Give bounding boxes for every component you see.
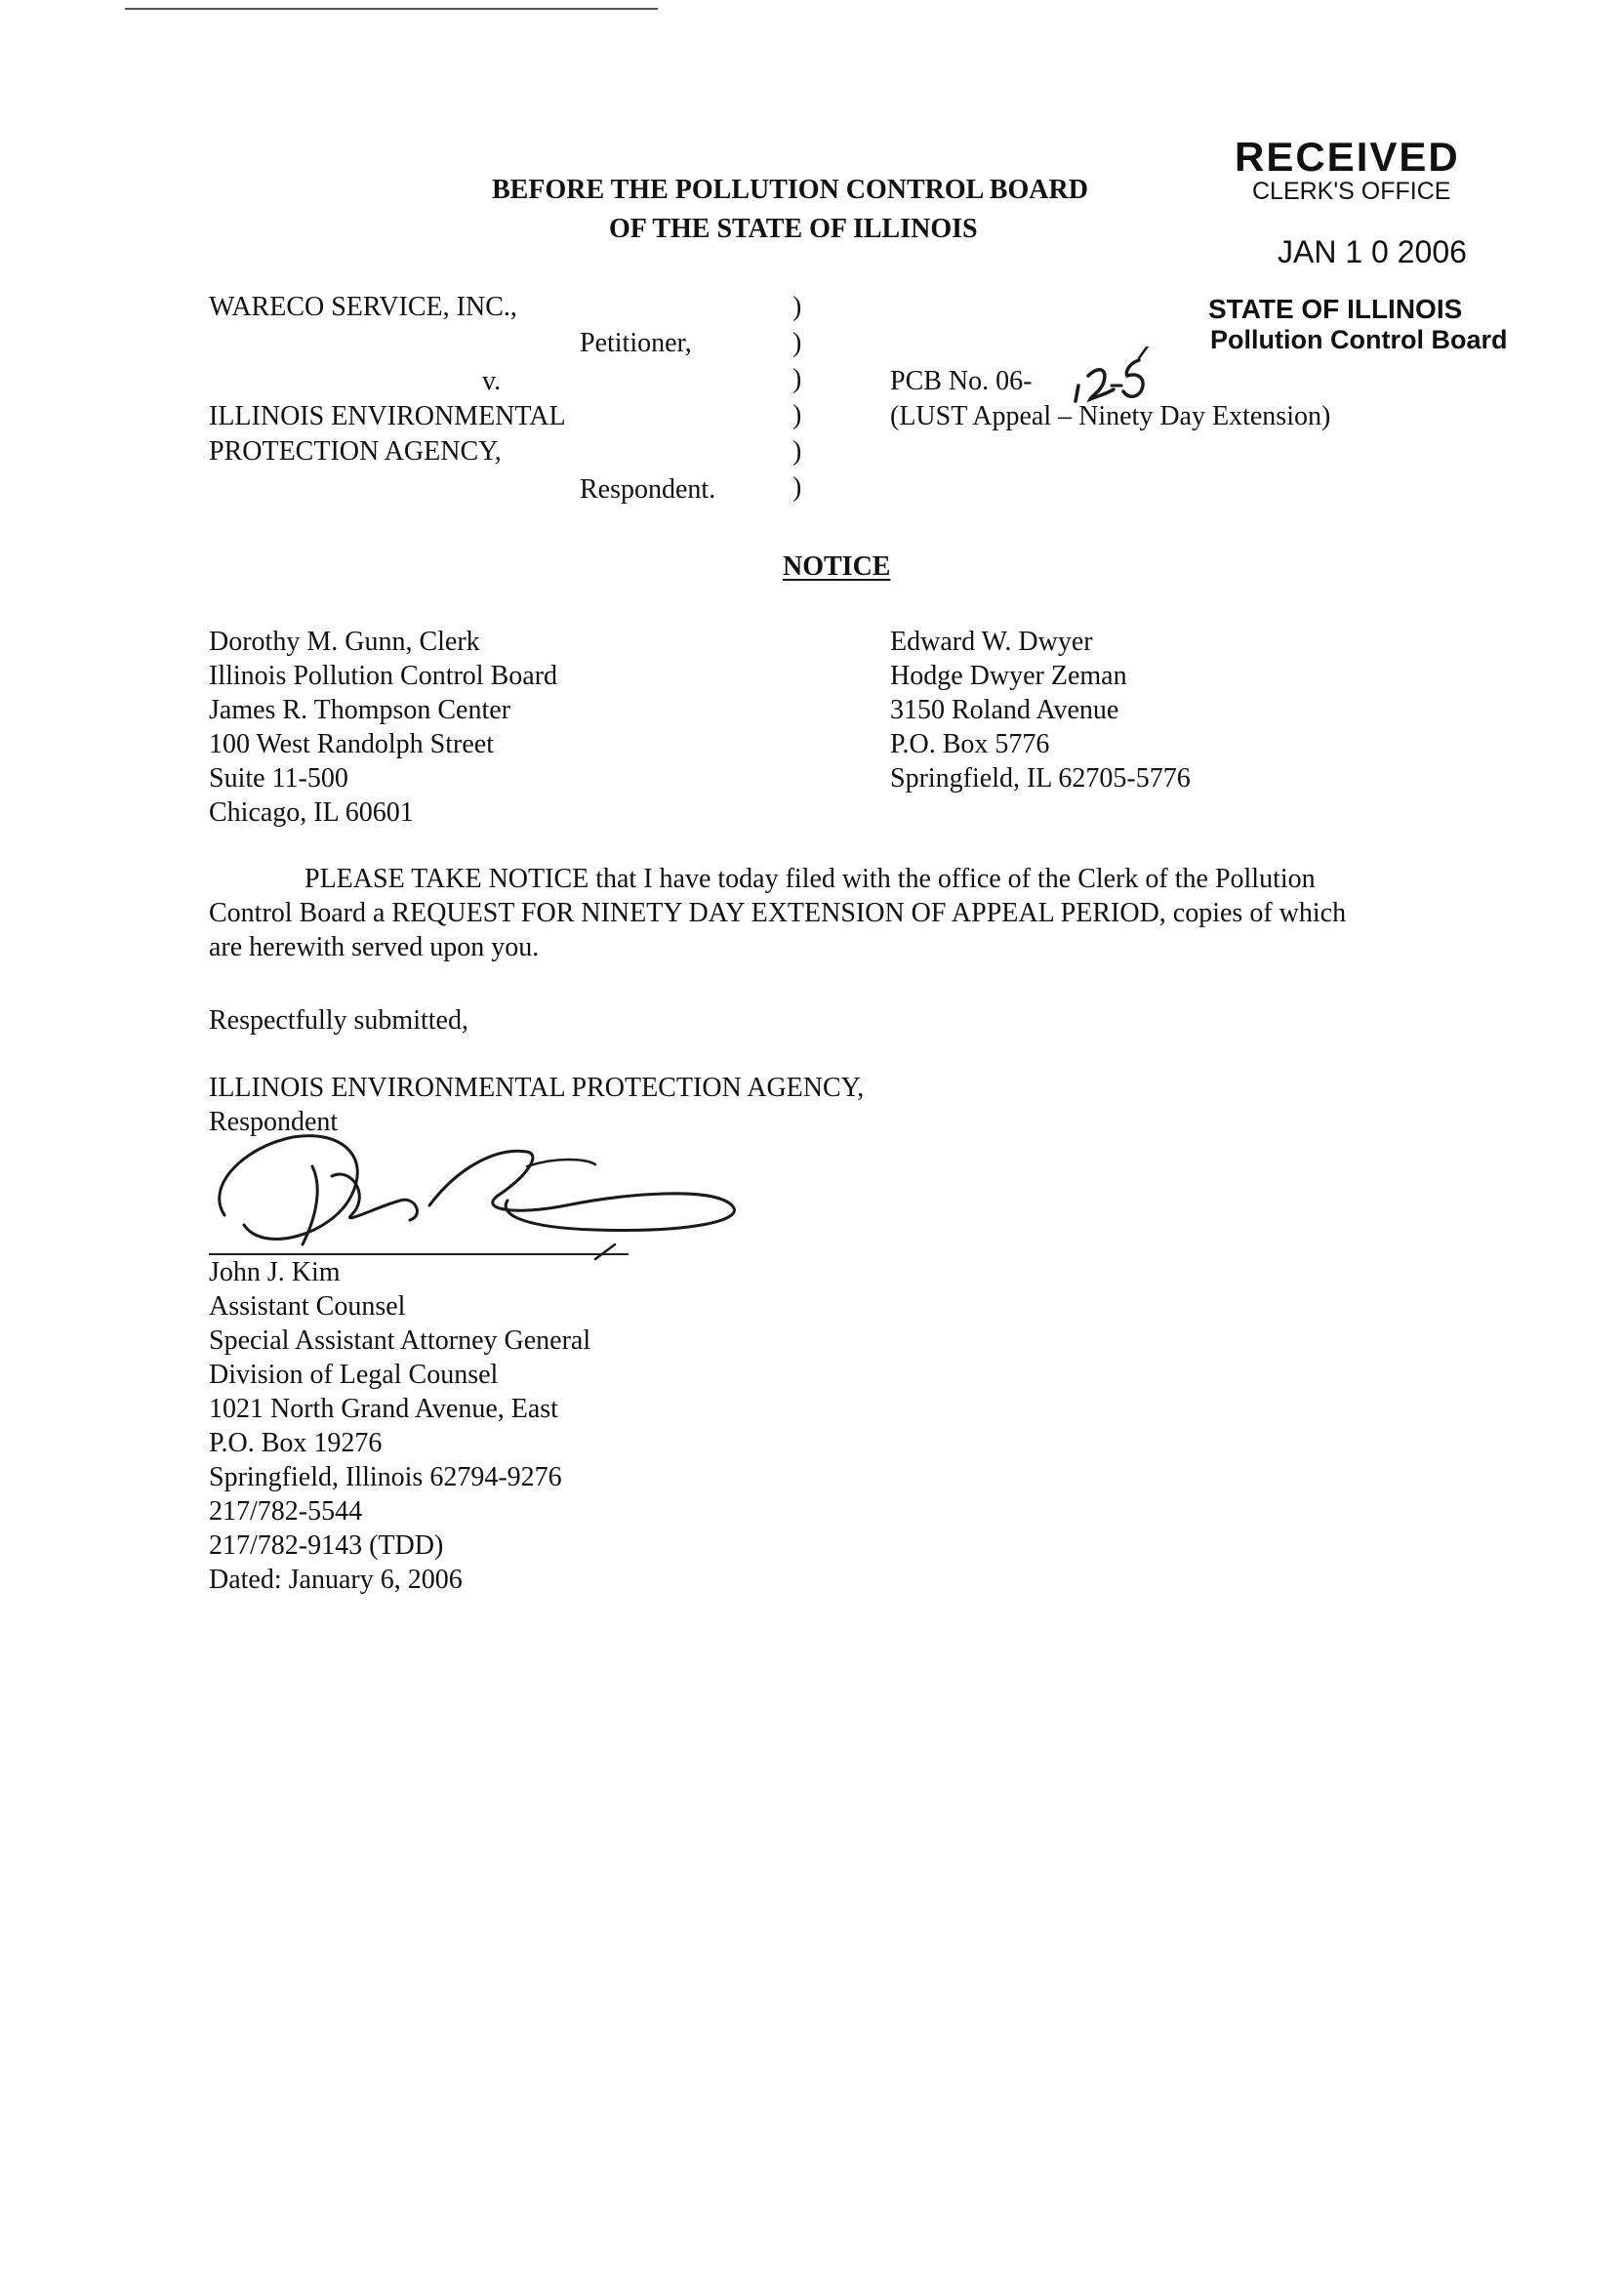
signer-line: Special Assistant Attorney General: [209, 1325, 591, 1356]
addressee-line: Hodge Dwyer Zeman: [890, 661, 1127, 691]
respondent-name-line1: ILLINOIS ENVIRONMENTAL: [209, 401, 566, 431]
addressee-line: Dorothy M. Gunn, Clerk: [209, 627, 480, 657]
signer-line: Springfield, Illinois 62794-9276: [209, 1462, 562, 1492]
signer-line: 1021 North Grand Avenue, East: [209, 1394, 558, 1424]
caption-paren: ): [792, 436, 802, 467]
addressee-line: P.O. Box 5776: [890, 729, 1050, 759]
addressee-line: 3150 Roland Avenue: [890, 695, 1119, 725]
signature-line: [209, 1253, 629, 1255]
case-type: (LUST Appeal – Ninety Day Extension): [890, 401, 1331, 431]
versus-label: v.: [482, 366, 502, 396]
court-header-line1: BEFORE THE POLLUTION CONTROL BOARD: [492, 175, 1088, 205]
addressee-line: James R. Thompson Center: [209, 695, 511, 725]
notice-body-line2: Control Board a REQUEST FOR NINETY DAY EXTENSION OF APPEAL PERIOD, copies of which: [209, 898, 1347, 928]
closing-line: Respectfully submitted,: [209, 1005, 468, 1036]
signer-name: John J. Kim: [209, 1257, 341, 1287]
caption-paren: ): [792, 328, 802, 358]
addressee-line: Suite 11-500: [209, 763, 348, 794]
signer-date: Dated: January 6, 2006: [209, 1565, 463, 1595]
addressee-line: Chicago, IL 60601: [209, 797, 414, 828]
petitioner-name: WARECO SERVICE, INC.,: [209, 292, 517, 322]
caption-paren: ): [792, 292, 802, 322]
signer-line: 217/782-5544: [209, 1496, 363, 1527]
received-stamp-office: CLERK'S OFFICE: [1252, 178, 1451, 205]
caption-paren: ): [792, 472, 802, 503]
addressee-line: Springfield, IL 62705-5776: [890, 763, 1191, 794]
caption-paren: ): [792, 364, 802, 394]
respondent-name-line2: PROTECTION AGENCY,: [209, 436, 502, 467]
respondent-label: Respondent.: [580, 474, 716, 505]
caption-paren: ): [792, 400, 802, 430]
case-number-handwritten: [1069, 346, 1186, 405]
signer-line: 217/782-9143 (TDD): [209, 1530, 444, 1561]
signer-line: P.O. Box 19276: [209, 1428, 383, 1458]
signer-line: Assistant Counsel: [209, 1291, 406, 1322]
agency-role: Respondent: [209, 1107, 339, 1137]
case-number-prefix: PCB No. 06-: [890, 366, 1033, 396]
addressee-counsel-block: [890, 626, 1191, 796]
court-header-line2: OF THE STATE OF ILLINOIS: [609, 214, 978, 244]
agency-name: ILLINOIS ENVIRONMENTAL PROTECTION AGENCY,: [209, 1073, 865, 1103]
signer-line: Division of Legal Counsel: [209, 1360, 499, 1390]
notice-body-line3: are herewith served upon you.: [209, 932, 540, 962]
addressee-clerk-block: [209, 626, 557, 831]
addressee-line: Edward W. Dwyer: [890, 627, 1093, 657]
handwritten-signature: [205, 1108, 751, 1264]
caption-parentheses: [792, 291, 801, 508]
addressee-line: Illinois Pollution Control Board: [209, 661, 558, 691]
signer-block: [209, 1256, 590, 1598]
petitioner-label: Petitioner,: [580, 328, 692, 358]
received-stamp-date: JAN 1 0 2006: [1278, 234, 1467, 269]
received-stamp-title: RECEIVED: [1235, 134, 1460, 180]
notice-title: NOTICE: [783, 551, 891, 582]
addressee-line: 100 West Randolph Street: [209, 729, 494, 759]
received-stamp-state: STATE OF ILLINOIS: [1208, 294, 1463, 324]
received-stamp-board: Pollution Control Board: [1210, 325, 1508, 354]
scan-edge-line: [125, 8, 658, 10]
notice-body-line1: PLEASE TAKE NOTICE that I have today filed with the office of the Clerk of the Pollution: [304, 864, 1316, 894]
